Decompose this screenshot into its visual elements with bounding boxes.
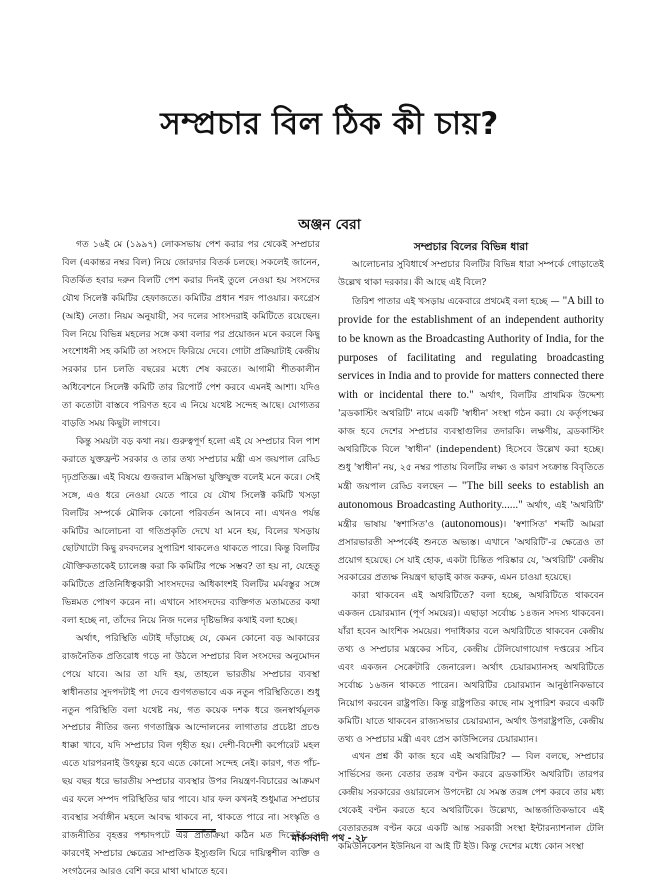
right-intro-paragraph: আলোচনার সুবিধার্থে সম্প্রচার বিলটির বিভিন্ন ধারা সম্পর্কে গোড়াতেই উল্লেখ থাকা দরকার। কী আছে এই বিলে? bbox=[338, 260, 604, 288]
prasar-bharati-note: )। 'স্বশাসিত' শব্দটি আমরা প্রসারভারতী সম্পর্কেই শুনতে অভ্যস্ত। এখানে 'অথরিটি'-র ক্ষেত্রেও তা প্রয়োগ হয়েছে। সে যাই হোক, একটা চিন্তিত পরিষ্কার যে, 'অথরিটি' কেন্দ্রীয় সরকারের প্রত্যক্ষ নিয়ন্ত্রণ ছাড়াই কাজ করুক, এমন চাওয়া হয়েছে। bbox=[338, 519, 604, 584]
section-heading: সম্প্রচার বিলের বিভিন্ন ধারা bbox=[413, 241, 529, 253]
bill-quote-lead: তিরিশ পাতার এই খসড়ায় একেবারে প্রথমেই বলা হচ্ছে — bbox=[352, 296, 563, 307]
right-paragraph-2: কারা থাকবেন এই অথরিটিতে? বলা হচ্ছে, অথরিটিতে থাকবেন একজন চেয়ারম্যান (পূর্ণ সময়ের)। এছাড়া সর্বোচ্চ ১৪জন সদস্য থাকবেন। যাঁরা হবেন আংশিক সময়ের। পদাধিকার বলে অথরিটিতে থাকবেন কেন্দ্রীয় তথ্য ও সম্প্রচার মন্ত্রকের সচিব, কেন্দ্রীয় টেলিযোগাযোগ দপ্তরের সচিব এবং একজন সেক্রেটারি জেনারেল। অর্থাৎ চেয়ারম্যানসহ অথরিটিতে সর্বোচ্চ ১৬জন থাকতে পারেন। অথরিটির চেয়ারম্যান আনুষ্ঠানিকভাবে নিয়োগ করবেন রাষ্ট্রপতি। কিন্তু রাষ্ট্রপতির কাছে নাম সুপারিশ করবে একটি কমিটি। যাতে থাকবেন রাজ্যসভার চেয়ারম্যান, অর্থাৎ উপরাষ্ট্রপতি, কেন্দ্রীয় তথ্য ও সম্প্রচার মন্ত্রী এবং প্রেস কাউন্সিলের চেয়ারম্যান। bbox=[338, 591, 604, 745]
article-title: সম্প্রচার বিল ঠিক কী চায়? bbox=[160, 106, 499, 142]
left-paragraph-3: অর্থাৎ, পরিস্থিতি এটাই দাঁড়াচ্ছে যে, কেমন কোনো বড় আকারের রাজনৈতিক প্রতিরোধ গড়ে না উঠলে সম্প্রচার বিল সংসদের অনুমোদন পেয়ে যাবে। আর তা যদি হয়, তাহলে ভারতীয় সম্প্রচার ব্যবস্থা স্বাধীনতার সুদপদটাই পা দেবে গুণগতভাবে এক নতুন পরিস্থিতিতে। শুধু নতুন পরিস্থিতি বলা যথেষ্ট নয়, গত কয়েক দশক ধরে জনস্বার্থমূলক সম্প্রচার নীতির জন্য গণতান্ত্রিক আন্দোলনের লাগাতার প্রচেষ্টা প্রচণ্ড ধাক্কা খাবে, যদি সম্প্রচার বিল গৃহীত হয়। দেশী-বিদেশী কর্পোরেট মহল এতে যারপরনাই উৎফুল্ল হবে এতে কোনো সন্দেহ নেই। কারণ, গত পাঁচ-ছয় বছর ধরে ভারতীয় সম্প্রচার ব্যবস্থার উপর নিয়ন্ত্রণ-বিচারের আক্রমণ এর ফলে সম্পদ পরিস্থিতির দ্বার পাবে। যার ফল কখনই শুধুমাত্র সম্প্রচার ব্যবস্থার সর্বাঙ্গীন মহলে আবদ্ধ থাকবে না, থাকতে পারে না। সংস্কৃতি ও রাজনীতির বৃহত্তর পশ্চাদপটে এর প্রতিক্রিয়া কঠিন মত দিকেই। সে কারণেই সম্প্রচার ক্ষেত্রের সাম্প্রতিক ইস্যুগুলি ঘিরে দায়িত্বশীল ব্যক্তি ও সংগঠনের আরও বেশি করে মাথা ঘামাতে হবে। bbox=[62, 633, 320, 877]
minister-quote-followup: অর্থাৎ, এই 'অথরিটি' মন্ত্রীর ভাষায় 'স্বশাসিত'ও ( bbox=[338, 500, 604, 530]
right-column bbox=[338, 237, 604, 877]
left-paragraph-1: গত ১৬ই মে (১৯৯৭) লোকসভায় পেশ করার পর থেকেই সম্প্রচার বিল (একান্তর নম্বর বিল) নিয়ে জোরদার বিতর্ক চলছে। সকলেই জানেন, বিতর্কিত হবার দরুন বিলটি পেশ করার দিনই তুলে নেওয়া হয় সংসদের যৌথ সিলেক্ট কমিটির হেফাজতে। কমিটির প্রধান শরদ পাওয়ার। কংগ্রেস (আই) নেতা। নিয়ম অনুযায়ী, সব দলের সাংসদরাই কমিটিতে রয়েছেন। বিল নিয়ে বিভিন্ন মহলের সঙ্গে কথা বলার পর প্রয়োজন মনে করলে কিছু সংশোধনী সহ কমিটি তা সংসদে ফিরিয়ে দেবে। গোটা প্রক্রিয়াটাই কেন্দ্রীয় সরকার চান চলতি বছরের মধ্যে শেষ করতে। আগামী শীতকালীন অধিবেশনে সিলেক্ট কমিটি তার রিপোর্ট পেশ করবে এমনই আশা। যদিও তা কতোটা বাস্তবে পরিণত হবে এ নিয়ে যথেষ্ট সন্দেহ আছে। যোগ্যতর বাড়তি সময় কিছুটা লাগবে। bbox=[62, 240, 320, 430]
author-name: অঞ্জন বেরা bbox=[298, 217, 361, 233]
right-paragraph-3: এখন প্রশ্ন কী কাজ হবে এই অথরিটির? — বিল বলছে, সম্প্রচার সার্ভিসের জন্য বেতার তরঙ্গ বণ্টন করবে ব্রডকাস্টিং অথরিটি। তারপর কেন্দ্রীয় সরকারের ওয়ারলেস উপদেষ্টা যে সমস্ত তরঙ্গ পেশ করবে তার মধ্য থেকেই বণ্টন করতে হবে অথরিটিকে। উল্লেখ্য, আন্তর্জাতিকভাবে এই বেতারতরঙ্গ বণ্টন করে একটি আন্ত সরকারী সংস্থা ইন্টারন্যাশনাল টেলি কমিউনিকেশন ইউনিয়ন বা আই টি ইউ। কিন্তু দেশের মধ্যে কোন সংস্থা bbox=[338, 752, 604, 852]
right-paragraph-1 bbox=[338, 293, 604, 589]
left-paragraph-2: কিন্তু সময়টা বড় কথা নয়। গুরুত্বপূর্ণ হলো এই যে সম্প্রচার বিল পাশ করাতে যুক্তফ্রন্ট সরকার ও তার তথ্য সম্প্রচার মন্ত্রী এস জয়পাল রেড্ডি দৃঢ়প্রতিজ্ঞ। এই বিষয়ে গুজরাল মন্ত্রিসভা যুক্তিযুক্ত বলেই মনে করে। সেই সঙ্গে, এও ধরে নেওয়া যেতে পারে যে যৌথ সিলেক্ট কমিটি খসড়া বিলটির সম্পর্কে মৌলিক কোনো পরিবর্তন আনবে না। এখনও পর্যন্ত কমিটির আলোচনা বা গতিপ্রকৃতি দেখে যা মনে হয়, বিলের খসড়ায় ছোটখাটো কিছু রদবদলের সুপারিশ থাকলেও থাকতে পারে। কিন্তু বিলটির যৌক্তিকতাকেই চ্যালেঞ্জ করা কি কমিটির পক্ষে সম্ভব? তা হয় না, যেহেতু কমিটিতে প্রতিনিধিত্বকারী সাংসদদের অধিকাংশই বিলটির মর্মবস্তুর সঙ্গে ভিন্নমত পোষণ করেন না। এখানে সাংসদদের ব্যক্তিগত মতামতের কথা বলা হচ্ছে না, তাঁদের নিয়ে নিজ দলের দৃষ্টিভঙ্গির কথাই বলা হচ্ছে। bbox=[62, 436, 320, 627]
autonomous-term: autonomous bbox=[444, 517, 500, 530]
page-footer: মার্কসবাদী পথ - ২৮ bbox=[291, 833, 368, 844]
bill-quote-english: "A bill to provide for the establishment of an independent authority to be known as the Broadcasting Authority of India, for the purposes of facilitating and regulating broadcasting services in India and to provide for matters connected there with or incidental there to." bbox=[338, 294, 604, 402]
left-column bbox=[62, 237, 320, 877]
minister-quote-english: "The bill seeks to establish an autonomous Broadcasting Authority......" bbox=[338, 479, 604, 511]
bill-quote-followup: অর্থাৎ, বিলটির প্রাথমিক উদ্দেশ্য 'ব্রডকাস্টিং অথরিটি' নামে একটি 'স্বাধীন' সংস্থা গঠন করা। যে কর্তৃপক্ষের কাজ হবে দেশের সম্প্রচার ব্যবস্থাগুলির তদারকি। লক্ষণীয়, ব্রডকাস্টিং অথরিটিকে বিলে 'স্বাধীন' (independent) হিসেবে উল্লেখ করা হচ্ছে। শুধু 'স্বাধীন' নয়, ২৫ নম্বর পাতায় বিলটির লক্ষ্য ও কারণ সংক্রান্ত বিবৃতিতে মন্ত্রী জয়পাল রেড্ডি বলছেন — bbox=[338, 391, 604, 492]
